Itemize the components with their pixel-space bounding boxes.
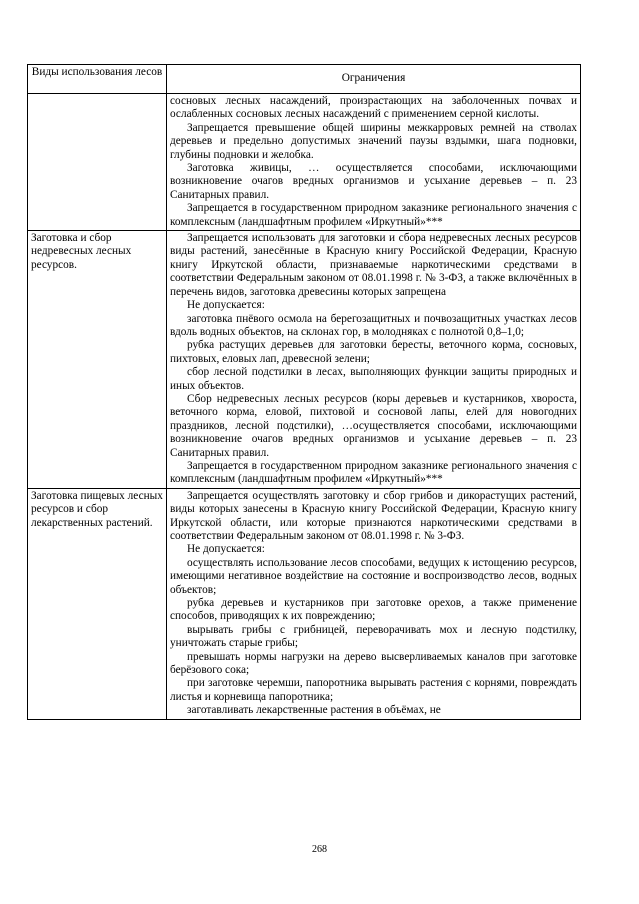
forest-use-type-cell: Заготовка и сбор недревесных лесных ресурсов. bbox=[28, 231, 167, 489]
table-row bbox=[28, 488, 581, 719]
restriction-paragraph: заготавливать лекарственные растения в объёмах, не bbox=[187, 704, 441, 717]
restriction-paragraph: сбор лесной подстилки в лесах, выполняющих функции защиты природных и иных объектов. bbox=[170, 366, 577, 392]
restriction-paragraph: Запрещается использовать для заготовки и сбора недревесных лесных ресурсов виды растений, занесённые в Красную книгу Российской Федерации, Красную книгу Иркутской области, признаваемые наркотическими средствами в соответствии Федеральным законом от 08.01.1998 г. № 3-ФЗ, а также включённых в перечень видов, заготовка древесины которых запрещена bbox=[170, 232, 577, 298]
restriction-paragraph: при заготовке черемши, папоротника вырывать растения с корнями, повреждать листья и корневища папоротника; bbox=[170, 677, 577, 703]
restriction-paragraph: Запрещается в государственном природном заказнике регионального значения с комплексным (ландшафтным профилем «Иркутный»*** bbox=[170, 459, 577, 486]
restrictions-table bbox=[27, 64, 581, 720]
restriction-paragraph: сосновых лесных насаждений, произрастающих на заболоченных почвах и ослабленных сосновых лесных насаждений с применением серной кислоты. bbox=[170, 95, 577, 121]
restriction-paragraph: осуществлять использование лесов способами, ведущих к истощению ресурсов, имеющими негативное воздействие на состояние и воспроизводство лесов, водных объектов; bbox=[170, 556, 577, 596]
restriction-paragraph: Запрещается превышение общей ширины межкарровых ремней на стволах деревьев и предельно допустимых значений паузы вздымки, шага подновки, глубины подновки и желобка. bbox=[170, 121, 577, 161]
restriction-paragraph: рубка растущих деревьев для заготовки бересты, веточного корма, сосновых, пихтовых, еловых лап, древесной зелени; bbox=[170, 339, 577, 365]
restriction-paragraph: Не допускается: bbox=[187, 299, 265, 312]
restriction-paragraph: заготовка пнёвого осмола на берегозащитных и почвозащитных участках лесов вдоль водных объектов, на склонах гор, в молодняках с полнотой 0,8–1,0; bbox=[170, 312, 577, 338]
restriction-paragraph: превышать нормы нагрузки на дерево высверливаемых каналов при заготовке берёзового сока; bbox=[170, 650, 577, 677]
restriction-paragraph: Заготовка живицы, … осуществляется способами, исключающими возникновение очагов вредных организмов и усыхание деревьев – п. 23 Санитарных правил. bbox=[170, 162, 577, 201]
restriction-paragraph: Сбор недревесных лесных ресурсов (коры деревьев и кустарников, хвороста, веточного корма, еловой, пихтовой и сосновой лапы, елей для новогодних праздников, лесной подстилки), …осуществляется способами, исключающими возникновение очагов вредных организмов и усыхание деревьев – п. 23 Санитарных правил. bbox=[170, 392, 577, 459]
restrictions-cell bbox=[167, 94, 581, 231]
column-header-restrictions: Ограничения bbox=[167, 65, 581, 94]
table-row bbox=[28, 94, 581, 231]
table-header-row bbox=[28, 65, 581, 94]
restriction-paragraph: вырывать грибы с грибницей, переворачивать мох и лесную подстилку, уничтожать старые грибы; bbox=[170, 623, 577, 650]
restrictions-cell bbox=[167, 488, 581, 719]
table-body bbox=[28, 94, 581, 720]
page-number: 268 bbox=[312, 844, 327, 855]
restrictions-cell bbox=[167, 231, 581, 489]
table-row bbox=[28, 231, 581, 489]
forest-use-type-cell: Заготовка пищевых лесных ресурсов и сбор лекарственных растений. bbox=[28, 488, 167, 719]
column-header-forest-use: Виды использования лесов bbox=[28, 65, 167, 94]
forest-use-type-cell bbox=[28, 94, 167, 231]
restriction-paragraph: Не допускается: bbox=[187, 543, 265, 556]
restriction-paragraph: Запрещается в государственном природном заказнике регионального значения с комплексным (ландшафтным профилем «Иркутный»*** bbox=[170, 202, 577, 228]
restriction-paragraph: Запрещается осуществлять заготовку и сбор грибов и дикорастущих растений, виды которых занесены в Красную книгу Российской Федерации, Красную книгу Иркутской области, или которые признаются наркотическими средствами в соответствии Федеральным законом от 08.01.1998 г. № 3-ФЗ. bbox=[170, 489, 577, 542]
restriction-paragraph: рубка деревьев и кустарников при заготовке орехов, а также применение способов, приводящих к их повреждению; bbox=[170, 597, 577, 623]
